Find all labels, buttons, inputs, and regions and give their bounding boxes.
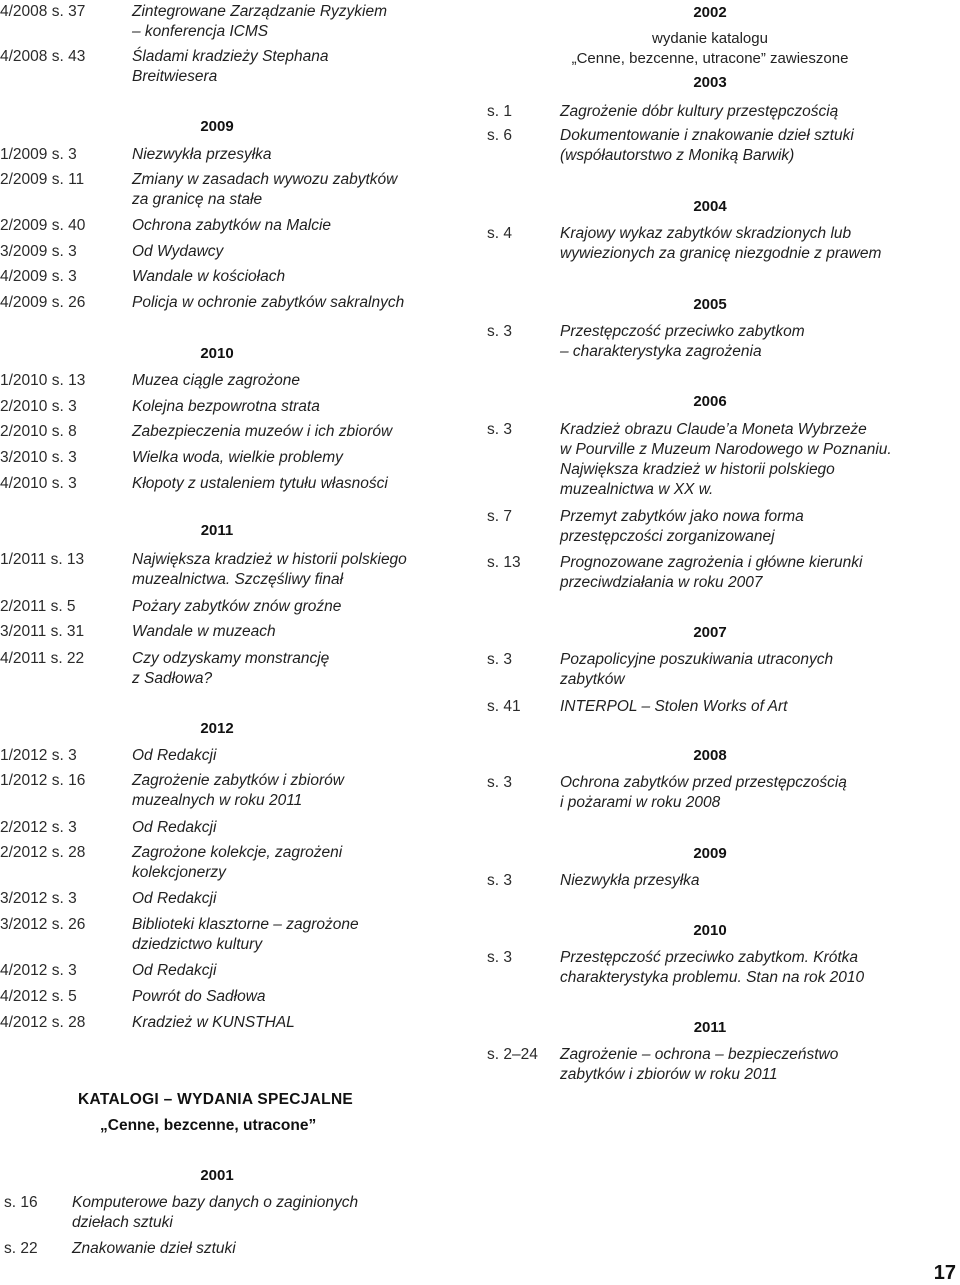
entry-title (560, 1045, 838, 1085)
entry-title-line: (współautorstwo z Moniką Barwik) (560, 147, 795, 164)
entry-title-line: Zintegrowane Zarządzanie Ryzykiem (132, 3, 387, 20)
entry-ref: s. 3 (487, 774, 512, 791)
entry-title-line: Dokumentowanie i znakowanie dzieł sztuki (560, 127, 854, 144)
entry-title-line: dziełach sztuki (72, 1214, 173, 1231)
entry-title-line: Wielka woda, wielkie problemy (132, 449, 343, 466)
year-heading: 2010 (200, 345, 234, 362)
entry-title-line: Śladami kradzieży Stephana (132, 48, 329, 65)
year-heading: 2011 (693, 1019, 727, 1036)
entry-title (560, 697, 787, 717)
entry-title (560, 420, 892, 500)
entry-ref: 4/2012 s. 5 (0, 988, 77, 1005)
entry-title-line: muzealnictwa. Szczęśliwy finał (132, 571, 344, 588)
entry-title (560, 507, 804, 547)
entry-title-line: Ochrona zabytków na Malcie (132, 217, 332, 234)
entry-title-line: Od Redakcji (132, 747, 217, 764)
entry-title-line: dziedzictwo kultury (132, 936, 263, 953)
entry-ref: 3/2011 s. 31 (0, 623, 85, 640)
entry-title (560, 553, 862, 593)
entry-title-line: Od Wydawcy (132, 243, 224, 260)
entry-title-line: Niezwykła przesyłka (132, 146, 272, 163)
year-heading: 2006 (693, 393, 727, 410)
entry-ref: 3/2012 s. 3 (0, 890, 77, 907)
entry-title-line: Od Redakcji (132, 890, 217, 907)
entry-title-line: Krajowy wykaz zabytków skradzionych lub (560, 225, 852, 242)
entry-title (560, 773, 847, 813)
entry-ref: s. 3 (487, 651, 512, 668)
entry-ref: 2/2012 s. 28 (0, 844, 86, 861)
entry-title-line: Od Redakcji (132, 819, 217, 836)
entry-title-line: Ochrona zabytków przed przestępczością (560, 774, 847, 791)
page-number: 17 (933, 1262, 956, 1284)
year-heading: 2011 (200, 522, 234, 539)
entry-title-line: Prognozowane zagrożenia i główne kierunki (560, 554, 863, 571)
entry-ref: s. 6 (487, 127, 512, 144)
entry-ref: 2/2009 s. 11 (0, 171, 85, 188)
entry-ref: 4/2008 s. 37 (0, 3, 86, 20)
entry-ref: 2/2010 s. 8 (0, 423, 77, 440)
year-heading: 2003 (693, 74, 727, 91)
entry-ref: 4/2009 s. 3 (0, 268, 77, 285)
entry-title-line: kolekcjonerzy (132, 864, 226, 881)
entry-title-line: Zabezpieczenia muzeów i ich zbiorów (132, 423, 393, 440)
entry-title-line: Zmiany w zasadach wywozu zabytków (132, 171, 398, 188)
entry-ref: 3/2009 s. 3 (0, 243, 77, 260)
entry-title-line: Przestępczość przeciwko zabytkom. Krótka (560, 949, 859, 966)
entry-title-line: przestępczości zorganizowanej (560, 528, 775, 545)
entry-ref: 2/2011 s. 5 (0, 598, 76, 615)
entry-title-line: Największa kradzież w historii polskiego (132, 551, 407, 568)
entry-title-line: Pożary zabytków znów groźne (132, 598, 342, 615)
year-heading: 2008 (693, 747, 727, 764)
entry-title-line: w Pourville z Muzeum Narodowego w Poznaniu. (560, 441, 892, 458)
entry-title-line: Zagrożone kolekcje, zagrożeni (132, 844, 343, 861)
year-heading: 2001 (200, 1167, 234, 1184)
entry-title-line: wywiezionych za granicę niezgodnie z prawem (560, 245, 882, 262)
entry-ref: 2/2009 s. 40 (0, 217, 86, 234)
entry-title-line: Muzea ciągle zagrożone (132, 372, 301, 389)
entry-title (560, 871, 700, 891)
entry-ref: s. 4 (487, 225, 512, 242)
entry-ref: 1/2012 s. 16 (0, 772, 86, 789)
entry-title-line: Komputerowe bazy danych o zaginionych (72, 1194, 359, 1211)
catalog-subheading: „Cenne, bezcenne, utracone” (100, 1117, 317, 1134)
entry-ref: 4/2011 s. 22 (0, 650, 85, 667)
entry-title-line: z Sadłowa? (132, 670, 213, 687)
entry-title (560, 224, 881, 264)
entry-title-line: Niezwykła przesyłka (560, 872, 700, 889)
entry-title (560, 650, 833, 690)
entry-title-line: Powrót do Sadłowa (132, 988, 266, 1005)
entry-ref: 2/2012 s. 3 (0, 819, 77, 836)
year-heading: 2010 (693, 922, 727, 939)
catalog-note: „Cenne, bezcenne, utracone” zawieszone (571, 50, 849, 67)
entry-title-line: Zagrożenie dóbr kultury przestępczością (560, 103, 839, 120)
year-heading: 2004 (693, 198, 727, 215)
entry-title-line: przeciwdziałania w roku 2007 (560, 574, 763, 591)
year-heading: 2012 (200, 720, 234, 737)
entry-ref: s. 41 (487, 698, 521, 715)
entry-ref: 4/2008 s. 43 (0, 48, 86, 65)
entry-title-line: i pożarami w roku 2008 (560, 794, 721, 811)
entry-title-line: muzealnictwa w XX w. (560, 481, 714, 498)
entry-ref: s. 22 (4, 1240, 38, 1257)
entry-ref: s. 1 (487, 103, 512, 120)
entry-ref: s. 13 (487, 554, 521, 571)
entry-ref: s. 2–24 (487, 1046, 538, 1063)
entry-ref: 3/2012 s. 26 (0, 916, 86, 933)
entry-ref: s. 7 (487, 508, 512, 525)
entry-ref: 1/2009 s. 3 (0, 146, 77, 163)
entry-title-line: Czy odzyskamy monstrancję (132, 650, 330, 667)
entry-title-line: Policja w ochronie zabytków sakralnych (132, 294, 405, 311)
entry-title-line: Kradzież w KUNSTHAL (132, 1014, 295, 1031)
entry-ref: s. 3 (487, 872, 512, 889)
entry-ref: 4/2012 s. 3 (0, 962, 77, 979)
entry-ref: 1/2010 s. 13 (0, 372, 86, 389)
entry-title-line: INTERPOL – Stolen Works of Art (560, 698, 788, 715)
entry-ref: 4/2012 s. 28 (0, 1014, 86, 1031)
entry-title-line: Pozapolicyjne poszukiwania utraconych (560, 651, 834, 668)
entry-title-line: Największa kradzież w historii polskiego (560, 461, 835, 478)
entry-title-line: Od Redakcji (132, 962, 217, 979)
entry-title-line: Breitwiesera (132, 68, 218, 85)
entry-ref: 1/2011 s. 13 (0, 551, 85, 568)
entry-title-line: charakterystyka problemu. Stan na rok 2010 (560, 969, 865, 986)
entry-ref: s. 3 (487, 421, 512, 438)
entry-title-line: Zagrożenie zabytków i zbiorów (132, 772, 344, 789)
entry-title (560, 126, 854, 166)
entry-ref: 4/2009 s. 26 (0, 294, 86, 311)
catalog-note: wydanie katalogu (652, 30, 768, 47)
entry-title-line: muzealnych w roku 2011 (132, 792, 303, 809)
entry-title-line: Kolejna bezpowrotna strata (132, 398, 320, 415)
year-heading: 2002 (693, 4, 727, 21)
entry-title-line: Przemyt zabytków jako nowa forma (560, 508, 804, 525)
entry-ref: 2/2010 s. 3 (0, 398, 77, 415)
entry-title-line: zabytków i zbiorów w roku 2011 (560, 1066, 778, 1083)
entry-title-line: Kradzież obrazu Claude’a Moneta Wybrzeże (560, 421, 867, 438)
entry-title-line: – konferencja ICMS (132, 23, 269, 40)
entry-title-line: Biblioteki klasztorne – zagrożone (132, 916, 359, 933)
catalog-heading: KATALOGI – WYDANIA SPECJALNE (78, 1091, 354, 1108)
entry-title-line: Kłopoty z ustaleniem tytułu własności (132, 475, 388, 492)
entry-title-line: za granicę na stałe (132, 191, 263, 208)
entry-title (560, 948, 864, 988)
entry-title-line: Wandale w kościołach (132, 268, 286, 285)
entry-ref: s. 16 (4, 1194, 38, 1211)
year-heading: 2007 (693, 624, 727, 641)
year-heading: 2009 (693, 845, 727, 862)
entry-title-line: Znakowanie dzieł sztuki (72, 1240, 236, 1257)
entry-title-line: Wandale w muzeach (132, 623, 276, 640)
entry-ref: 4/2010 s. 3 (0, 475, 77, 492)
entry-title-line: Przestępczość przeciwko zabytkom (560, 323, 805, 340)
entry-ref: 3/2010 s. 3 (0, 449, 77, 466)
entry-ref: 1/2012 s. 3 (0, 747, 77, 764)
entry-ref: s. 3 (487, 949, 512, 966)
entry-ref: s. 3 (487, 323, 512, 340)
entry-title-line: zabytków (560, 671, 625, 688)
year-heading: 2005 (693, 296, 727, 313)
entry-title-line: Zagrożenie – ochrona – bezpieczeństwo (560, 1046, 839, 1063)
entry-title (560, 102, 838, 122)
entry-title (560, 322, 805, 362)
year-heading: 2009 (200, 118, 234, 135)
entry-title-line: – charakterystyka zagrożenia (560, 343, 762, 360)
